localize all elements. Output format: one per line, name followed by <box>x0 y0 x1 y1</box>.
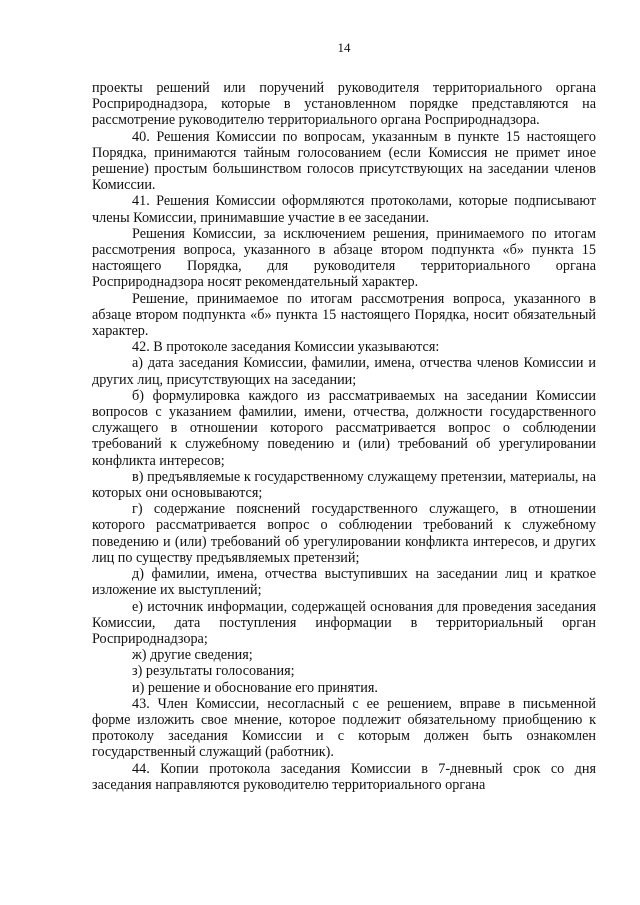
document-body <box>92 80 596 793</box>
paragraph: 42. В протоколе заседания Комиссии указываются: <box>132 339 440 356</box>
paragraph: е) источник информации, содержащей основания для проведения заседания Комиссии, дата поступления информации в территориальный орган Росприроднадзора; <box>92 598 596 647</box>
paragraph: в) предъявляемые к государственному служащему претензии, материалы, на которых они основываются; <box>92 468 596 502</box>
paragraph: Решение, принимаемое по итогам рассмотрения вопроса, указанного в абзаце втором подпункта «б» пункта 15 настоящего Порядка, носит обязательный характер. <box>92 290 596 340</box>
paragraph: 44. Копии протокола заседания Комиссии в 7-дневный срок со дня заседания направляются руководителю территориального органа <box>92 760 596 793</box>
paragraph: г) содержание пояснений государственного служащего, в отношении которого рассматривается вопрос о соблюдении требований к служебному поведению и (или) требований об урегулировании конфликта интересов, и других лиц по существу предъявляемых претензий; <box>92 501 596 566</box>
paragraph: 43. Член Комиссии, несогласный с ее решением, вправе в письменной форме изложить свое мнение, которое подлежит обязательному приобщению к протоколу заседания Комиссии и с которым должен быть ознакомлен государственный служащий (работник). <box>92 695 596 761</box>
paragraph: б) формулировка каждого из рассматриваемых на заседании Комиссии вопросов с указанием фамилии, имени, отчества, должности государственного служащего в отношении которого рассматривается вопрос о соблюдении требований к служебному поведению и (или) требований об урегулировании конфликта интересов; <box>92 387 596 469</box>
paragraph: з) результаты голосования; <box>132 663 295 680</box>
paragraph: а) дата заседания Комиссии, фамилии, имена, отчества членов Комиссии и других лиц, присутствующих на заседании; <box>92 355 596 388</box>
paragraph: Решения Комиссии, за исключением решения, принимаемого по итогам рассмотрения вопроса, указанного в абзаце втором подпункта «б» пункта 15 настоящего Порядка, для руководителя территориального органа Росприроднадзора носят рекомендательный характер. <box>92 225 596 291</box>
paragraph: проекты решений или поручений руководителя территориального органа Росприроднадзора, которые в установленном порядке представляются на рассмотрение руководителю территориального органа Росприроднадзора. <box>92 80 596 129</box>
paragraph: 41. Решения Комиссии оформляются протоколами, которые подписывают члены Комиссии, принимавшие участие в ее заседании. <box>92 193 596 226</box>
paragraph: д) фамилии, имена, отчества выступивших на заседании лиц и краткое изложение их выступлений; <box>92 566 596 599</box>
paragraph: ж) другие сведения; <box>132 647 253 664</box>
page-number: 14 <box>337 40 351 55</box>
paragraph: 40. Решения Комиссии по вопросам, указанным в пункте 15 настоящего Порядка, принимаются тайным голосованием (если Комиссия не примет иное решение) простым большинством голосов присутствующих на заседании членов Комиссии. <box>92 128 596 194</box>
paragraph: и) решение и обоснование его принятия. <box>132 679 378 696</box>
